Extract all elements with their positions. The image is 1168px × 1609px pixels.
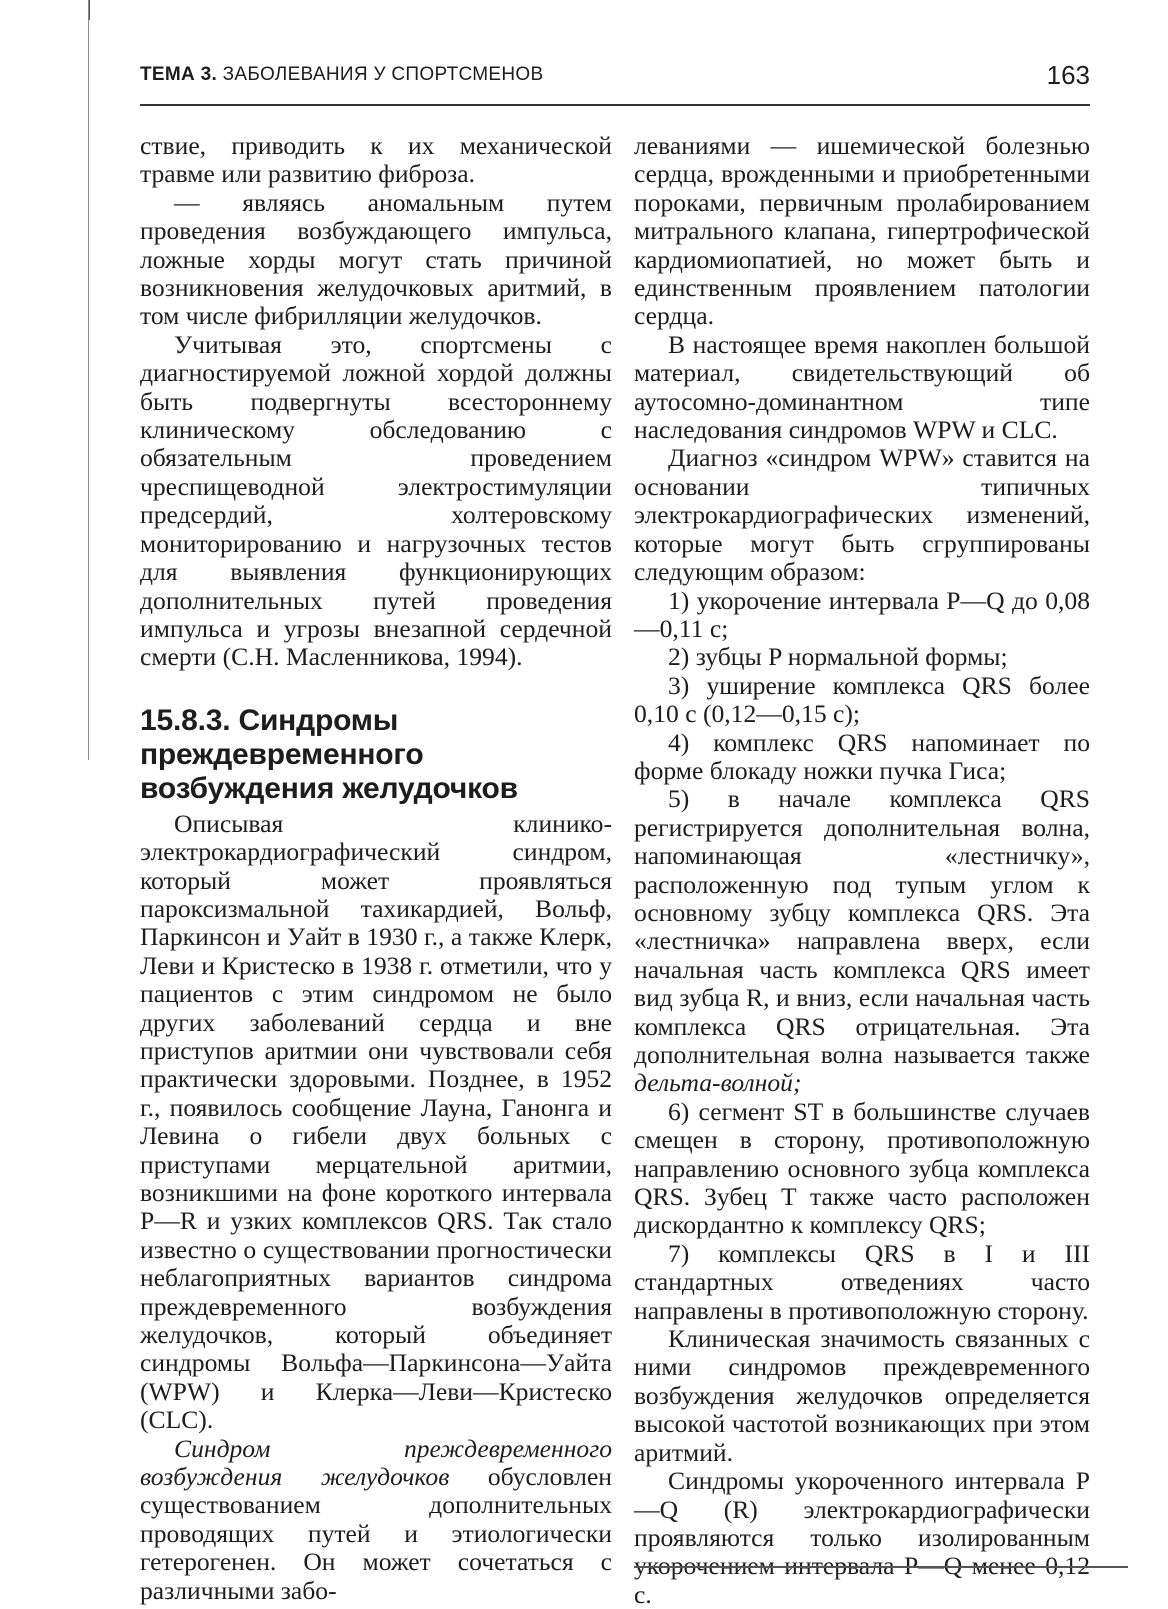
scan-margin-line <box>88 0 89 760</box>
header-rule <box>140 104 1090 106</box>
running-header <box>140 60 1090 100</box>
list-item <box>634 785 1090 1097</box>
footer-rule <box>634 1566 1128 1568</box>
list-item-text: 5) в начале комплекса QRS регистрируется дополнительная волна, напоминающая «лестничку», расположенную под тупым углом к основному зубцу комплекса QRS. Эта «лестничка» направлена вверх, если начальная часть комплекса QRS имеет вид зубца R, и вниз, если начальная часть комплекса QRS отрицательная. Эта дополнительная волна называется также <box>634 784 1090 1069</box>
list-item: 7) комплексы QRS в I и III стандартных отведениях часто направлены в противоположную сторону. <box>634 1238 1090 1325</box>
left-column <box>140 132 612 1605</box>
italic-term: Синдром преждевременного возбуждения желудочков <box>140 1433 612 1492</box>
page-number: 163 <box>1046 60 1090 90</box>
list-item: 2) зубцы P нормальной формы; <box>668 642 1008 672</box>
list-item: 3) уширение комплекса QRS более 0,10 с (0,12—0,15 с); <box>634 670 1090 729</box>
paragraph-text: обусловлен существованием дополнительных проводящих путей и этиологически гетерогенен. Он может сочетаться с различными забо- <box>140 1462 613 1605</box>
topic-prefix: ТЕМА 3. <box>140 64 218 85</box>
list-item: 1) укорочение интервала P—Q до 0,08—0,11 с; <box>634 585 1090 643</box>
paragraph <box>140 1435 612 1605</box>
running-header-title <box>140 64 543 86</box>
italic-term: дельта-волной; <box>634 1068 802 1098</box>
paragraph: Описывая клинико-электрокардиографический синдром, который может проявляться пароксизмальной тахикардией, Вольф, Паркинсон и Уайт в 1930 г., а также Клерк, Леви и Кристеско в 1938 г. отметили, что у пациентов с этим синдромом не было других заболеваний сердца и вне приступов аритмии они чувствовали себя практически здоровыми. Позднее, в 1952 г., появилось сообщение Лауна, Ганонга и Левина о гибели двух больных с приступами мерцательной аритмии, возникшими на фоне короткого интервала P—R и узких комплексов QRS. Так стало известно о существовании прогностически неблагоприятных вариантов синдрома преждевременного возбуждения желудочков, который объединяет синдромы Вольфа—Паркинсона—Уайта (WPW) и Клерка—Леви—Кристеско (CLC). <box>140 808 612 1435</box>
list-item: 6) сегмент ST в большинстве случаев смещен в сторону, противоположную направлению основного зубца комплекса QRS. Зубец T также часто расположен дискордантно к комплексу QRS; <box>634 1096 1090 1240</box>
topic-title: ЗАБОЛЕВАНИЯ У СПОРТСМЕНОВ <box>217 64 544 85</box>
paragraph: леваниями — ишемической болезнью сердца, врожденными и приобретенными пороками, первичным пролабированием митрального клапана, гипертрофической кардиомиопатией, но может быть и единственным проявлением патологии сердца. <box>634 131 1090 331</box>
list-item: 4) комплекс QRS напоминает по форме блокаду ножки пучка Гиса; <box>634 727 1090 785</box>
paragraph: Диагноз «синдром WPW» ставится на основании типичных электрокардиографических изменений, которые могут быть сгруппированы следующим образом: <box>634 443 1090 587</box>
paragraph: Синдромы укороченного интервала P—Q (R) электрокардиографически проявляются только изолированным укорочением интервала P—Q менее 0,12 с. <box>634 1466 1090 1609</box>
right-column <box>634 132 1090 1609</box>
paragraph: В настоящее время накоплен большой материал, свидетельствующий об аутосомно-доминантном типе наследования синдромов WPW и CLC. <box>634 329 1090 445</box>
paragraph: Учитывая это, спортсмены с диагностируемой ложной хордой должны быть подвергнуты всестороннему клиническому обследованию с обязательным проведением чреспищеводной электростимуляции предсердий, холтеровскому мониторированию и нагрузочных тестов для выявления функционирующих дополнительных путей проведения импульса и угрозы внезапной сердечной смерти (С.Н. Масленникова, 1994). <box>140 329 612 672</box>
paragraph: ствие, приводить к их механической травме или развитию фиброза. <box>140 131 612 189</box>
paragraph: Клиническая значимость связанных с ними синдромов преждевременного возбуждения желудочков определяется высокой частотой возникающих при этом аритмий. <box>634 1324 1090 1467</box>
section-heading: 15.8.3. Синдромы преждевременного возбуждения желудочков <box>140 703 518 805</box>
paragraph: — являясь аномальным путем проведения возбуждающего импульса, ложные хорды могут стать причиной возникновения желудочковых аритмий, в том числе фибрилляции желудочков. <box>140 187 612 331</box>
